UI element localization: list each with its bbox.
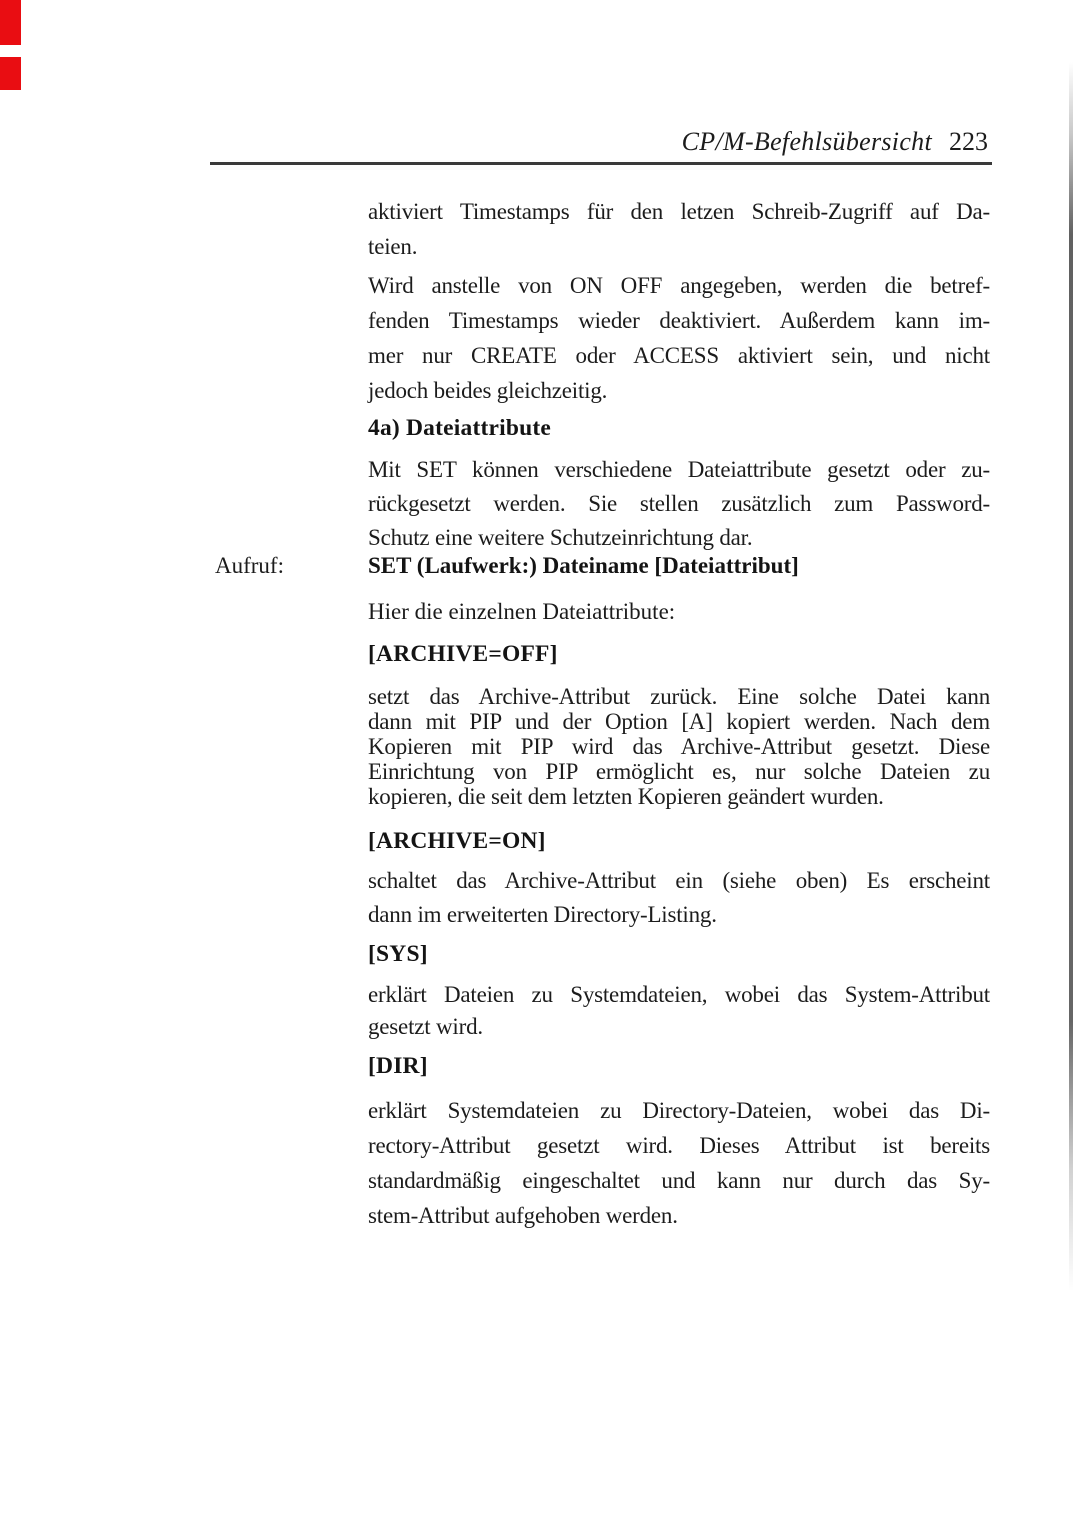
red-edge-mark (0, 0, 21, 45)
text-line: setzt das Archive-Attribut zurück. Eine solche Datei kann (368, 684, 990, 709)
text-line: dann im erweiterten Directory-Listing. (368, 902, 717, 927)
paragraph-set-intro (368, 453, 990, 555)
text-line: jedoch beides gleichzeitig. (368, 378, 608, 403)
text-line: stem-Attribut aufgehoben werden. (368, 1203, 678, 1228)
text-line: erklärt Systemdateien zu Directory-Dateien, wobei das Di- (368, 1098, 990, 1123)
command-syntax: SET (Laufwerk:) Dateiname [Dateiattribut] (368, 553, 799, 578)
text-line: aktiviert Timestamps für den letzen Schreib-Zugriff auf Da- (368, 199, 990, 224)
text-line: gesetzt wird. (368, 1014, 483, 1039)
text-line: schaltet das Archive-Attribut ein (siehe oben) Es erscheint (368, 868, 990, 893)
text-line: dann mit PIP und der Option [A] kopiert werden. Nach dem (368, 709, 990, 734)
text-line: standardmäßig eingeschaltet und kann nur durch das Sy- (368, 1168, 990, 1193)
text-line: rectory-Attribut gesetzt wird. Dieses Attribut ist bereits (368, 1133, 990, 1158)
header-rule (210, 162, 992, 165)
paragraph-archive-off (368, 684, 990, 809)
text-line: Kopieren mit PIP wird das Archive-Attribut gesetzt. Diese (368, 734, 990, 759)
running-head (210, 127, 988, 157)
text-line: rückgesetzt werden. Sie stellen zusätzlich zum Password- (368, 491, 990, 516)
heading-archive-off: [ARCHIVE=OFF] (368, 641, 558, 667)
red-edge-mark (0, 57, 21, 90)
chapter-title: CP/M-Befehlsübersicht (681, 127, 932, 156)
text-line: Mit SET können verschiedene Dateiattribute gesetzt oder zu- (368, 457, 990, 482)
scan-edge-shadow (1069, 62, 1073, 1292)
paragraph-on-off (368, 268, 990, 408)
paragraph-timestamps (368, 194, 990, 264)
text-line: mer nur CREATE oder ACCESS aktiviert sein, und nicht (368, 343, 990, 368)
paragraph-dir (368, 1093, 990, 1233)
intro-line: Hier die einzelnen Dateiattribute: (368, 599, 676, 624)
paragraph-sys (368, 979, 990, 1043)
heading-sys: [SYS] (368, 941, 428, 967)
text-line: Schutz eine weitere Schutzeinrichtung dar. (368, 525, 753, 550)
heading-archive-on: [ARCHIVE=ON] (368, 828, 546, 854)
heading-dir: [DIR] (368, 1053, 428, 1079)
text-line: Einrichtung von PIP ermöglicht es, nur solche Dateien zu (368, 759, 990, 784)
aufruf-label: Aufruf: (215, 553, 284, 578)
paragraph-archive-on (368, 864, 990, 932)
text-line: teien. (368, 234, 418, 259)
text-line: kopieren, die seit dem letzten Kopieren geändert wurden. (368, 784, 884, 809)
text-line: fenden Timestamps wieder deaktiviert. Außerdem kann im- (368, 308, 990, 333)
text-line: erklärt Dateien zu Systemdateien, wobei das System-Attribut (368, 982, 990, 1007)
heading-dateiattribute: 4a) Dateiattribute (368, 415, 552, 441)
text-line: Wird anstelle von ON OFF angegeben, werden die betref- (368, 273, 990, 298)
page-number: 223 (949, 127, 988, 156)
